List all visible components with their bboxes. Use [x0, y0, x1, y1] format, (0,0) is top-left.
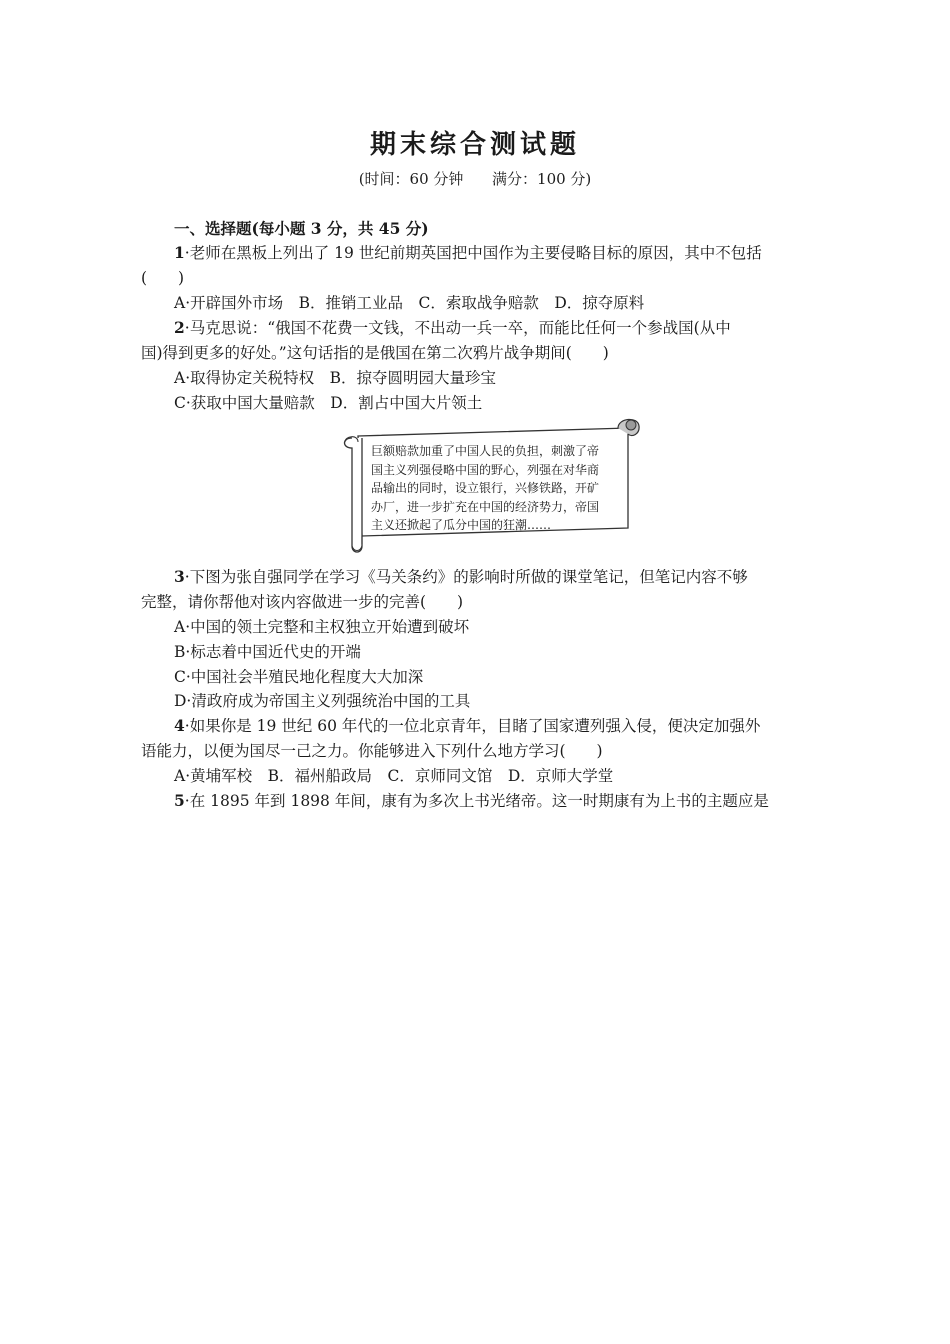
- scroll-note-text: [371, 442, 633, 535]
- question-3: [174, 567, 748, 587]
- question-3-option-b: B·标志着中国近代史的开端: [174, 643, 361, 661]
- question-4: [174, 716, 760, 736]
- question-text: ·下图为张自强同学在学习《马关条约》的影响时所做的课堂笔记，但笔记内容不够: [184, 568, 748, 586]
- scroll-line: 国主义列强侵略中国的野心，列强在对华商: [371, 462, 600, 477]
- section-heading: 一、选择题(每小题 3 分，共 45 分): [174, 219, 429, 238]
- question-3-option-a: A·中国的领土完整和主权独立开始遭到破坏: [174, 618, 470, 636]
- question-1-options: A·开辟国外市场 B．推销工业品 C．索取战争赔款 D．掠夺原料: [174, 294, 645, 312]
- question-number: 2: [174, 318, 185, 337]
- question-4-continued: 语能力，以便为国尽一己之力。你能够进入下列什么地方学习( ): [141, 742, 603, 760]
- question-5: [174, 791, 769, 811]
- question-1: [174, 243, 762, 263]
- question-text: ·马克思说：“俄国不花费一文钱，不出动一兵一卒，而能比任何一个参战国(从中: [184, 319, 731, 337]
- page-title: 期末综合测试题: [369, 130, 580, 160]
- question-2-options-cd: C·获取中国大量赔款 D．割占中国大片领土: [174, 394, 483, 412]
- question-2-continued: 国)得到更多的好处。”这句话指的是俄国在第二次鸦片战争期间( ): [141, 344, 609, 362]
- scroll-line: 主义还掀起了瓜分中国的狂潮……: [371, 518, 552, 532]
- question-3-option-c: C·中国社会半殖民地化程度大大加深: [174, 668, 424, 686]
- question-number: 3: [174, 567, 185, 586]
- question-text: ·老师在黑板上列出了 19 世纪前期英国把中国作为主要侵略目标的原因，其中不包括: [184, 244, 762, 262]
- question-2-options-ab: A·取得协定关税特权 B．掠夺圆明园大量珍宝: [174, 369, 497, 387]
- question-text: ·如果你是 19 世纪 60 年代的一位北京青年，目睹了国家遭列强入侵，便决定加强外: [184, 717, 761, 735]
- question-text: ·在 1895 年到 1898 年间，康有为多次上书光绪帝。这一时期康有为上书的主题应是: [184, 792, 769, 810]
- scroll-line: 办厂，进一步扩充在中国的经济势力，帝国: [371, 499, 600, 514]
- question-number: 5: [174, 791, 185, 810]
- question-number: 4: [174, 716, 185, 735]
- question-3-continued: 完整，请你帮他对该内容做进一步的完善( ): [141, 593, 464, 611]
- question-1-bracket: ( ): [141, 269, 185, 287]
- exam-info: (时间：60 分钟 满分：100 分): [358, 170, 592, 188]
- question-number: 1: [174, 243, 185, 262]
- question-4-options: A·黄埔军校 B．福州船政局 C．京师同文馆 D．京师大学堂: [174, 767, 614, 785]
- question-3-option-d: D·清政府成为帝国主义列强统治中国的工具: [174, 692, 471, 710]
- scroll-line: 品输出的同时，设立银行，兴修铁路，开矿: [371, 481, 600, 495]
- question-2: [174, 318, 731, 338]
- scroll-line: 巨额赔款加重了中国人民的负担，刺激了帝: [371, 444, 600, 458]
